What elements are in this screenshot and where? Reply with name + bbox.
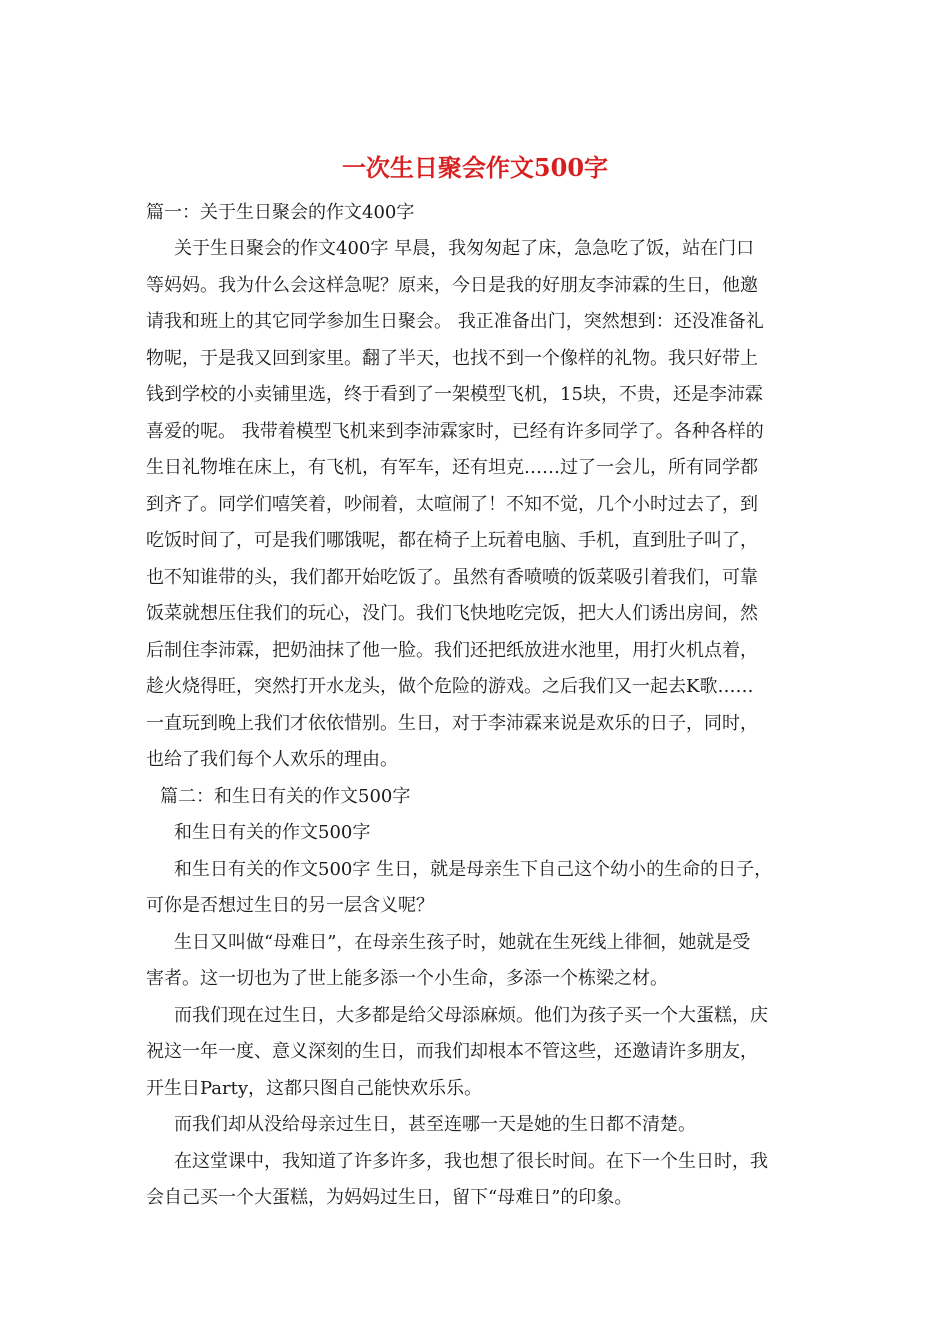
paragraph-line: 一直玩到晚上我们才依依惜别。生日，对于李沛霖来说是欢乐的日子，同时， — [146, 713, 758, 734]
paragraph-line: 而我们现在过生日，大多都是给父母添麻烦。他们为孩子买一个大蛋糕，庆 — [174, 1005, 768, 1026]
paragraph-line: 趁火烧得旺，突然打开水龙头，做个危险的游戏。之后我们又一起去K歌…… — [146, 676, 754, 697]
paragraph-line: 和生日有关的作文500字 生日，就是母亲生下自己这个幼小的生命的日子， — [174, 859, 773, 880]
paragraph-line: 到齐了。同学们嘻笑着，吵闹着，太喧闹了！不知不觉，几个小时过去了，到 — [146, 494, 758, 515]
section-2-subtitle: 和生日有关的作文500字 — [174, 822, 371, 843]
paragraph-line: 害者。这一切也为了世上能多添一个小生命，多添一个栋梁之材。 — [146, 968, 668, 989]
paragraph-line: 可你是否想过生日的另一层含义呢？ — [146, 895, 434, 916]
section-1-heading: 篇一：关于生日聚会的作文400字 — [146, 202, 415, 223]
paragraph-line: 物呢，于是我又回到家里。翻了半天，也找不到一个像样的礼物。我只好带上 — [146, 348, 758, 369]
paragraph-line: 钱到学校的小卖铺里选，终于看到了一架模型飞机，15块，不贵，还是李沛霖 — [146, 384, 763, 405]
section-2-heading: 篇二：和生日有关的作文500字 — [160, 786, 411, 807]
paragraph-line: 在这堂课中，我知道了许多许多，我也想了很长时间。在下一个生日时，我 — [174, 1151, 768, 1172]
paragraph-line: 会自己买一个大蛋糕，为妈妈过生日，留下“母难日”的印象。 — [146, 1187, 633, 1208]
paragraph-line: 也不知谁带的头，我们都开始吃饭了。虽然有香喷喷的饭菜吸引着我们，可靠 — [146, 567, 758, 588]
document-title: 一次生日聚会作文500字 — [341, 153, 609, 182]
paragraph-line: 饭菜就想压住我们的玩心，没门。我们飞快地吃完饭，把大人们诱出房间，然 — [146, 603, 758, 624]
paragraph-line: 而我们却从没给母亲过生日，甚至连哪一天是她的生日都不清楚。 — [174, 1114, 696, 1135]
paragraph-line: 吃饭时间了，可是我们哪饿呢，都在椅子上玩着电脑、手机，直到肚子叫了， — [146, 530, 758, 551]
paragraph-line: 喜爱的呢。 我带着模型飞机来到李沛霖家时，已经有许多同学了。各种各样的 — [146, 421, 764, 442]
paragraph-line: 请我和班上的其它同学参加生日聚会。 我正准备出门，突然想到：还没准备礼 — [146, 311, 764, 332]
paragraph-line: 关于生日聚会的作文400字 早晨，我匆匆起了床，急急吃了饭，站在门口 — [174, 238, 755, 259]
paragraph-line: 后制住李沛霖，把奶油抹了他一脸。我们还把纸放进水池里，用打火机点着， — [146, 640, 758, 661]
paragraph-line: 生日礼物堆在床上，有飞机，有军车，还有坦克……过了一会儿，所有同学都 — [146, 457, 758, 478]
paragraph-line: 开生日Party，这都只图自己能快欢乐乐。 — [146, 1078, 483, 1099]
paragraph-line: 生日又叫做“母难日”，在母亲生孩子时，她就在生死线上徘徊，她就是受 — [174, 932, 751, 953]
paragraph-line: 等妈妈。我为什么会这样急呢？原来，今日是我的好朋友李沛霖的生日，他邀 — [146, 275, 758, 296]
paragraph-line: 祝这一年一度、意义深刻的生日，而我们却根本不管这些，还邀请许多朋友， — [146, 1041, 758, 1062]
paragraph-line: 也给了我们每个人欢乐的理由。 — [146, 749, 398, 770]
